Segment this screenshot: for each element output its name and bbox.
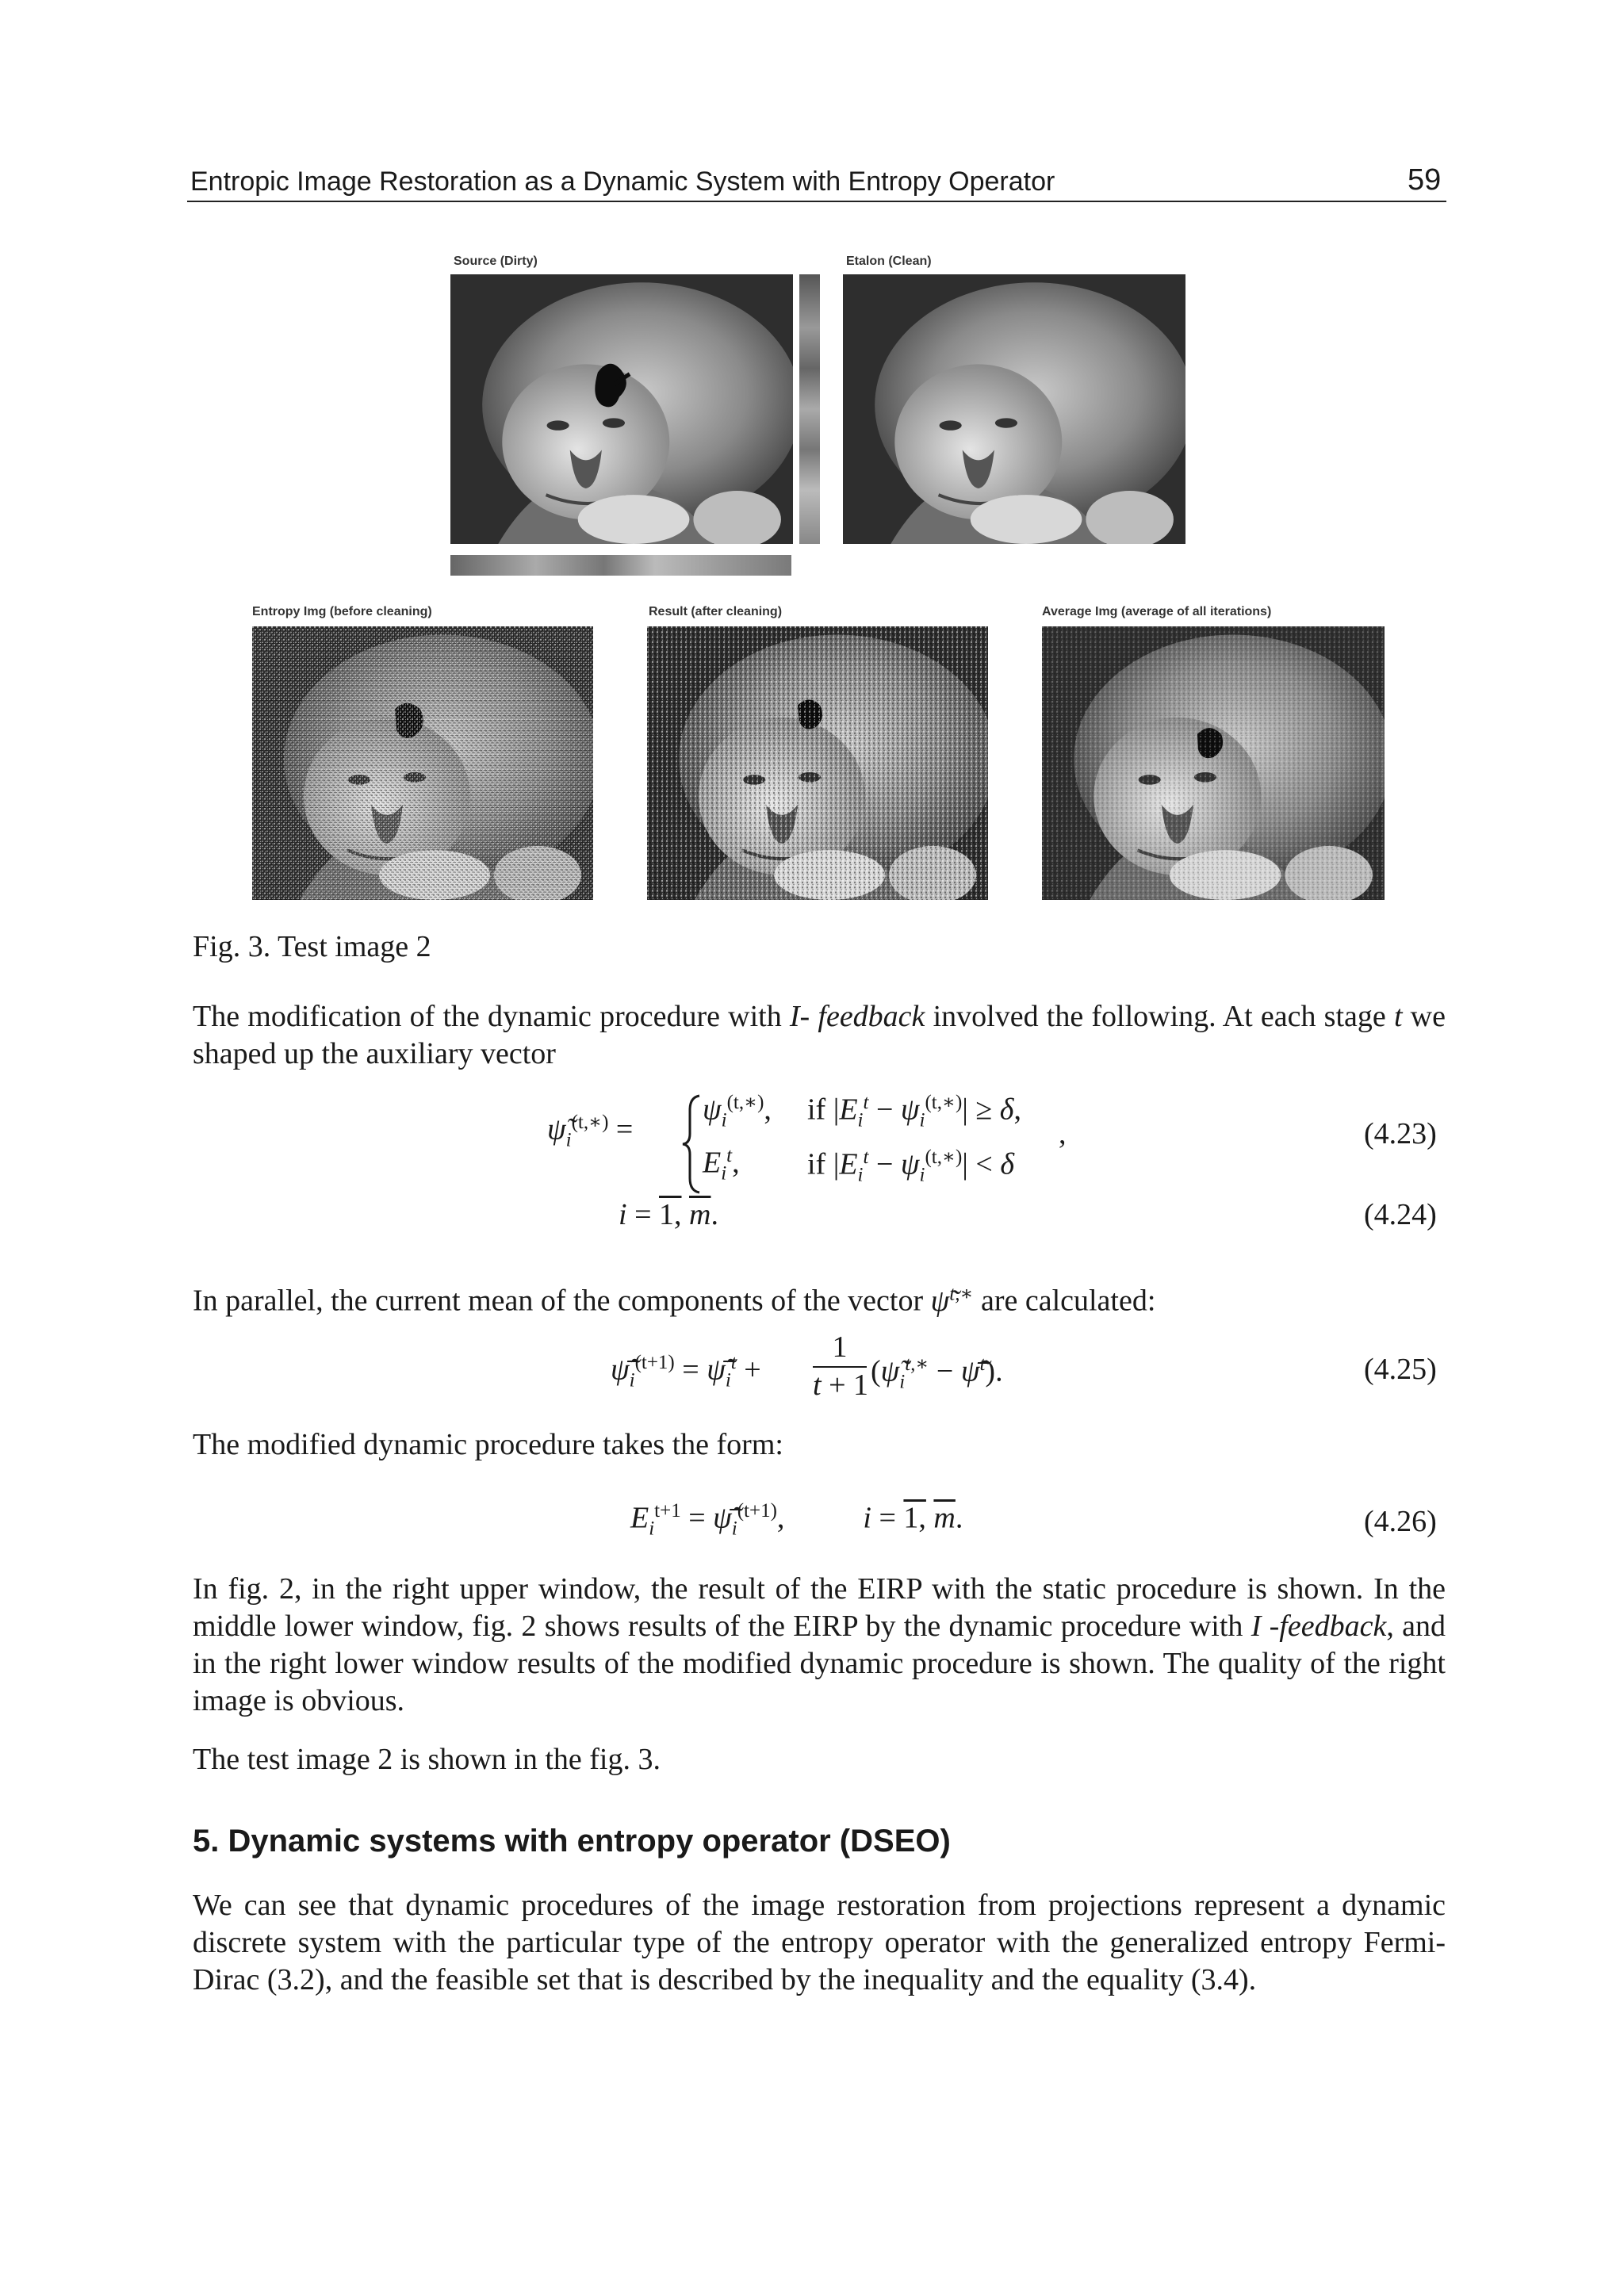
equation-4-25-lhs: $\psĩ̄_i^{(t+1)}$ = $\psĩ̄_i^t$ + (611, 1352, 761, 1391)
equation-4-23-case-2: $E_i^t$, (703, 1145, 740, 1185)
equation-4-25-fraction: 1 t + 1 (813, 1330, 868, 1402)
equation-4-23-brace (680, 1093, 703, 1196)
horizontal-projection-strip (450, 555, 791, 576)
paragraph-2: In parallel, the current mean of the components of the vector ψ̃$^{t,∗}$ are calculated: (193, 1283, 1156, 1318)
paragraph-5: The test image 2 is shown in the fig. 3. (193, 1743, 661, 1776)
equation-4-23-comma: , (1059, 1117, 1067, 1150)
panel-label-result: Result (after cleaning) (649, 605, 783, 618)
equation-4-23-lhs: $\psĩ_i^{(t,∗)}$ = (547, 1112, 634, 1151)
panel-label-entropy: Entropy Img (before cleaning) (252, 605, 432, 618)
etalon-clean-image (843, 274, 1185, 544)
paragraph-4: In fig. 2, in the right upper window, the result of the EIRP with the static procedure is shown. In the middle lower window, fig. 2 shows results of the EIRP by the dynamic procedure with I -feedback, and in the right lower window results of the modified dynamic procedure is shown. The quality of the right image is obvious. (193, 1572, 1446, 1717)
panel-label-source: Source (Dirty) (454, 255, 538, 268)
entropy-before-cleaning-image (252, 626, 593, 900)
paragraph-6: We can see that dynamic procedures of the image restoration from projections represent a dynamic discrete system with the particular type of the entropy operator with the generalized entropy Fermi-Dirac (3.2), and the feasible set that is described by the inequality and the equality (3.4). (193, 1889, 1446, 1996)
running-title: Entropic Image Restoration as a Dynamic System with Entropy Operator (190, 167, 1055, 197)
equation-number-4-23: (4.23) (1364, 1117, 1437, 1150)
source-dirty-image (450, 274, 793, 544)
average-image (1042, 626, 1385, 900)
equation-4-23-case-1: $\psi_i^{(t,∗)}$, (703, 1092, 772, 1131)
equation-4-24: i = 1, $\overline{m}$. (619, 1198, 718, 1231)
result-after-cleaning-image (647, 626, 988, 900)
panel-label-etalon: Etalon (Clean) (846, 255, 932, 268)
panel-label-average: Average Img (average of all iterations) (1042, 605, 1272, 618)
section-title: 5. Dynamic systems with entropy operator (DSEO) (193, 1824, 951, 1859)
equation-4-23-cond-2: if $|E_i^t - \psi_i^{(t,∗)}| < \delta$ (807, 1146, 1015, 1186)
equation-number-4-24: (4.24) (1364, 1198, 1437, 1231)
equation-4-25-rhs: ($\psĩ_i^{t,∗}$ − ψ̃̄$^t$). (871, 1353, 1003, 1393)
equation-4-26: $E_i^{t+1}$ = $\psĩ̄_i^{(t+1)}$, i = 1, $\overline{m}$. (630, 1500, 963, 1540)
figure-caption: Fig. 3. Test image 2 (193, 930, 431, 963)
vertical-projection-strip (799, 274, 820, 544)
equation-number-4-25: (4.25) (1364, 1353, 1437, 1386)
page-number: 59 (1408, 163, 1442, 197)
equation-4-23-cond-1: if $|E_i^t - \psi_i^{(t,∗)}| \ge \delta$, (807, 1092, 1021, 1131)
paragraph-3: The modified dynamic procedure takes the form: (193, 1428, 783, 1461)
equation-number-4-26: (4.26) (1364, 1505, 1437, 1538)
paragraph-1: The modification of the dynamic procedure with I- feedback involved the following. At each stage t we shaped up the auxiliary vector (193, 1000, 1446, 1070)
header-rule (187, 201, 1446, 202)
